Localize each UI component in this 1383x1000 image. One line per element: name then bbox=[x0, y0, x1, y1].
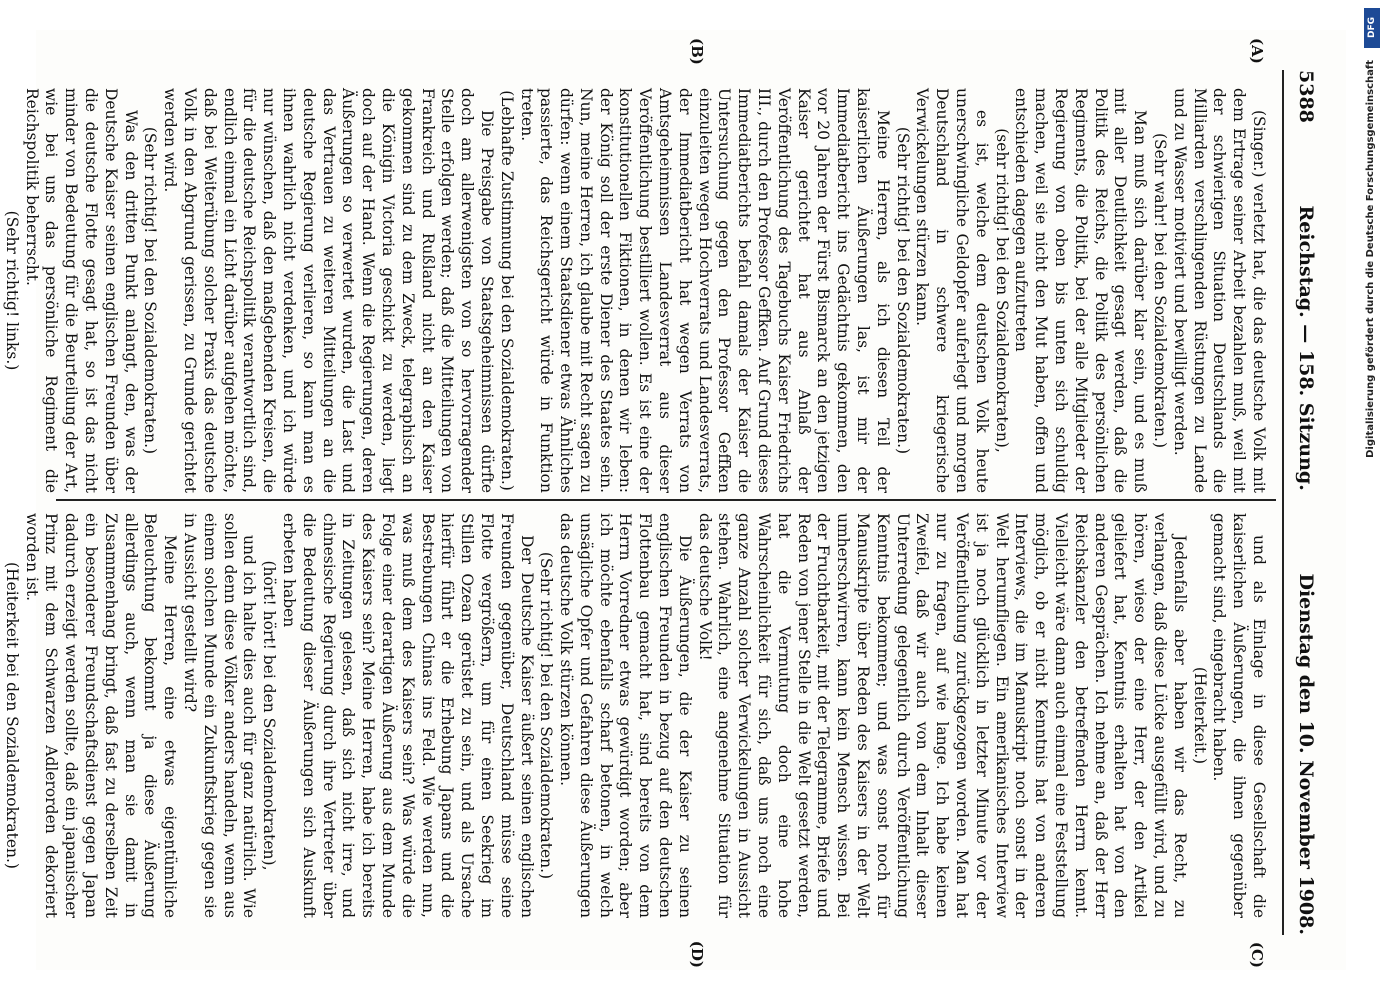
paragraph: und als Einlage in diese Gesellschaft die kaiserlichen Äußerungen, die ihnen gegenüber gemacht sind, eingebracht haben. bbox=[1210, 513, 1268, 918]
paragraph: Meine Herren, als ich diesen Teil der kaiserlichen Äußerungen las, ist mir der Immediatbericht ins Gedächtnis gekommen, den vor 20 Jahren der Fürst Bismarck an den jetzigen Kaiser gerichtet hat aus Anlaß der Veröffentlichung des Tagebuchs Kaiser Friedrichs III., durch den Professor Geffken. Auf Grund dieses Immediatberichts befahl damals der Kaiser die Untersuchung gegen den Professor Geffken einzuleiten wegen Hochverrats und Landesverrats, der Immediatbericht hat wegen Verrats von Amtsgeheimnissen Landesverrat aus dieser Veröffentlichung bestilliert wollen. Es ist eine der konstitutionellen Fiktionen, in denen wir leben: der König soll der erste Diener des Staates sein. Nun, meine Herren, ich glaube mit Recht sagen zu dürfen: wenn einem Staatsdiener etwas Ähnliches passierte, das Reichsgericht würde in Funktion treten. bbox=[517, 88, 892, 493]
paragraph: Meine Herren, eine etwas eigentümliche Beleuchtung bekommt ja diese Äußerung allerdings auch, wenn man sie damit in Zusammenhang bringt, daß fast zu derselben Zeit ein besonderer Freundschaftsdienst gegen Japan dadurch erzeigt werden sollte, daß ein japanischer Prinz mit dem Schwarzen Adlerorden dekoriert worden ist. bbox=[22, 513, 180, 918]
header-rule bbox=[1282, 70, 1284, 935]
paragraph: (Singer.) verletzt hat, die das deutsche Volk mit dem Ertrage seiner Arbeit bezahlen muß, weil mit der schwierigen Situation Deutschlands die Milliarden verschlingenden Rüstungen zu Lande und zu Wasser motiviert und bewilligt werden. bbox=[1170, 88, 1268, 493]
interjection: (Heiterkeit.) bbox=[1190, 666, 1209, 765]
paragraph: Man muß sich darüber klar sein, und es muß mit aller Deutlichkeit gesagt werden, daß die Politik des Reichs, die Politik des persönlichen Regiments, die Politik, bei der alle Mitglieder der Regierung von oben bis unten sich schuldig machen, weil sie nicht den Mut haben, offen und entschieden dagegen aufzutreten bbox=[1012, 88, 1150, 493]
interjection: (Heiterkeit bei den Sozialdemokraten.) bbox=[2, 562, 21, 869]
interjection: (Sehr richtig! bei den Sozialdemokraten.) bbox=[141, 126, 160, 455]
margin-mark-c: (C) bbox=[1248, 941, 1266, 968]
paragraph: es ist, welche dem deutschen Volk heute unerschwingliche Geldopfer auferlegt und morgen Deutschland in schwere kriegerische Verwickelungen stürzen kann. bbox=[913, 88, 991, 493]
document-page bbox=[2, 30, 1346, 970]
interjection: (Lebhafte Zustimmung bei den Sozialdemokraten.) bbox=[497, 90, 516, 491]
column-separator bbox=[56, 499, 1276, 501]
interjection: (Sehr richtig! bei den Sozialdemokraten.) bbox=[893, 126, 912, 455]
paragraph: Die Preisgabe von Staatsgeheimnissen dürfte doch am allerwenigsten von so hervorragender Stelle erfolgen werden; daß die Mitteilungen von Frankreich und Rußland nicht an den Kaiser gekommen sind zu dem Zweck, telegraphisch an die Königin Victoria geschickt zu werden, liegt doch auf der Hand. Wenn die Regierungen, deren Äußerungen so verwertet wurden, die Last und das Vertrauen zu weiteren Mitteilungen an die deutsche Regierung verlieren, so kann man es ihnen wahrlich nicht verdenken, und ich würde nur wünschen, daß den maßgebenden Kreisen, die für die deutsche Reichspolitik verantwortlich sind, endlich einmal ein Licht darüber aufgehen möchte, daß bei Weiterübung solcher Praxis das deutsche Volk in den Abgrund gerissen, zu Grunde gerichtet werden wird. bbox=[161, 88, 496, 493]
digitization-strip bbox=[1361, 0, 1379, 1000]
interjection: (hört! hört! bei den Sozialdemokraten), bbox=[260, 560, 279, 871]
paragraph: und ich halte dies auch für ganz natürlich. Wie sollen denn diese Völker anders handeln, wenn aus einem solchen Munde ein Zukunftskrieg gegen sie in Aussicht gestellt wird? bbox=[180, 513, 259, 918]
right-column bbox=[2, 513, 1268, 918]
interjection: (Sehr richtig! links.) bbox=[2, 210, 21, 371]
paragraph: Jedenfalls aber haben wir das Recht, zu verlangen, daß diese Lücke ausgefüllt wird, und zu hören, wieso der eine Herr, der den Artikel geliefert hat, Kenntnis erhalten hat von den anderen Gesprächen. Ich nehme an, daß der Herr Reichskanzler den betreffenden Herrn kennt. Vielleicht wäre dann auch einmal eine Feststellung möglich, ob er nicht Kenntnis hat von anderen Interviews, die im Manuskript noch sonst in der Welt herumfliegen. Ein amerikanisches Interview ist ja noch glücklich in letzter Minute vor der Veröffentlichung zurückgezogen worden. Man hat nur zu fragen, auf wie lange. Ich habe keinen Zweifel, daß wir auch von dem Inhalt dieser Unterredung gelegentlich durch Veröffentlichung Kenntnis bekommen; und was sonst noch für Manuskripte über Reden des Kaisers in der Welt umherschwirren, kann kein Mensch wissen. Bei der Fruchtbarkeit, mit der Telegramme, Briefe und Reden von jener Stelle in die Welt gesetzt werden, hat die Vermutung doch eine hohe Wahrscheinlichkeit für sich, daß uns noch eine ganze Anzahl solcher Verwickelungen in Aussicht stehen. Wahrlich, eine angenehme Situation für das deutsche Volk! bbox=[695, 513, 1189, 918]
paragraph bbox=[0, 513, 1, 918]
margin-mark-d: (D) bbox=[688, 940, 706, 968]
session-title: Reichstag. — 158. Sitzung. bbox=[1295, 205, 1317, 491]
paragraph: Was den dritten Punkt anlangt, den, was der Deutsche Kaiser seinen englischen Freunden über die deutsche Flotte gesagt hat, so ist das nicht minder von Bedeutung für die Beurteilung der Art, wie bei uns das persönliche Regiment die Reichspolitik beherrscht. bbox=[22, 88, 140, 493]
margin-mark-b: (B) bbox=[688, 38, 706, 65]
left-column bbox=[2, 88, 1268, 493]
dfg-logo-text: DFG bbox=[1367, 17, 1377, 39]
page-number: 5388 bbox=[1295, 70, 1317, 123]
paragraph bbox=[0, 88, 1, 493]
interjection: (sehr richtig! bei den Sozialdemokraten), bbox=[992, 128, 1011, 453]
interjection: (Sehr wahr! bei den Sozialdemokraten.) bbox=[1151, 133, 1170, 448]
paragraph: Die Äußerungen, die der Kaiser zu seinen englischen Freunden in bezug auf den deutschen Flottenbau gemacht hat, sind bereits von dem Herrn Vorredner etwas gewürdigt worden; aber ich möchte ebenfalls scharf betonen, in welch unsägliche Opfer und Gefahren diese Äußerungen das deutsche Volk stürzen können. bbox=[557, 513, 694, 918]
margin-mark-a: (A) bbox=[1248, 38, 1266, 64]
session-date: Dienstag den 10. November 1908. bbox=[1295, 573, 1317, 935]
digitization-note: Digitalisierung gefördert durch die Deutsche Forschungsgemeinschaft bbox=[1364, 60, 1376, 458]
page-header bbox=[1284, 70, 1328, 935]
dfg-logo bbox=[1364, 8, 1380, 48]
paragraph: Der Deutsche Kaiser äußert seinen englischen Freunden gegenüber, Deutschland müsse seine Flotte vergrößern, um für einen Seekrieg im Stillen Ozean gerüstet zu sein, und als Ursache hierfür führt er die Erhebung Japans und die Bestrebungen Chinas ins Feld. Wie werden nun, was muß dem des Kaisers sein? Was würde die Folge einer derartigen Äußerung aus dem Munde des Kaisers sein? Meine Herren, habe ich bereits in Zeitungen gelesen, daß sich nicht irre, und chinesische Regierung durch ihre Vertreter über die Bedeutung dieser Äußerungen sich Auskunft erbeten haben bbox=[279, 513, 536, 918]
interjection: (Sehr richtig! bei den Sozialdemokraten.) bbox=[537, 551, 556, 880]
